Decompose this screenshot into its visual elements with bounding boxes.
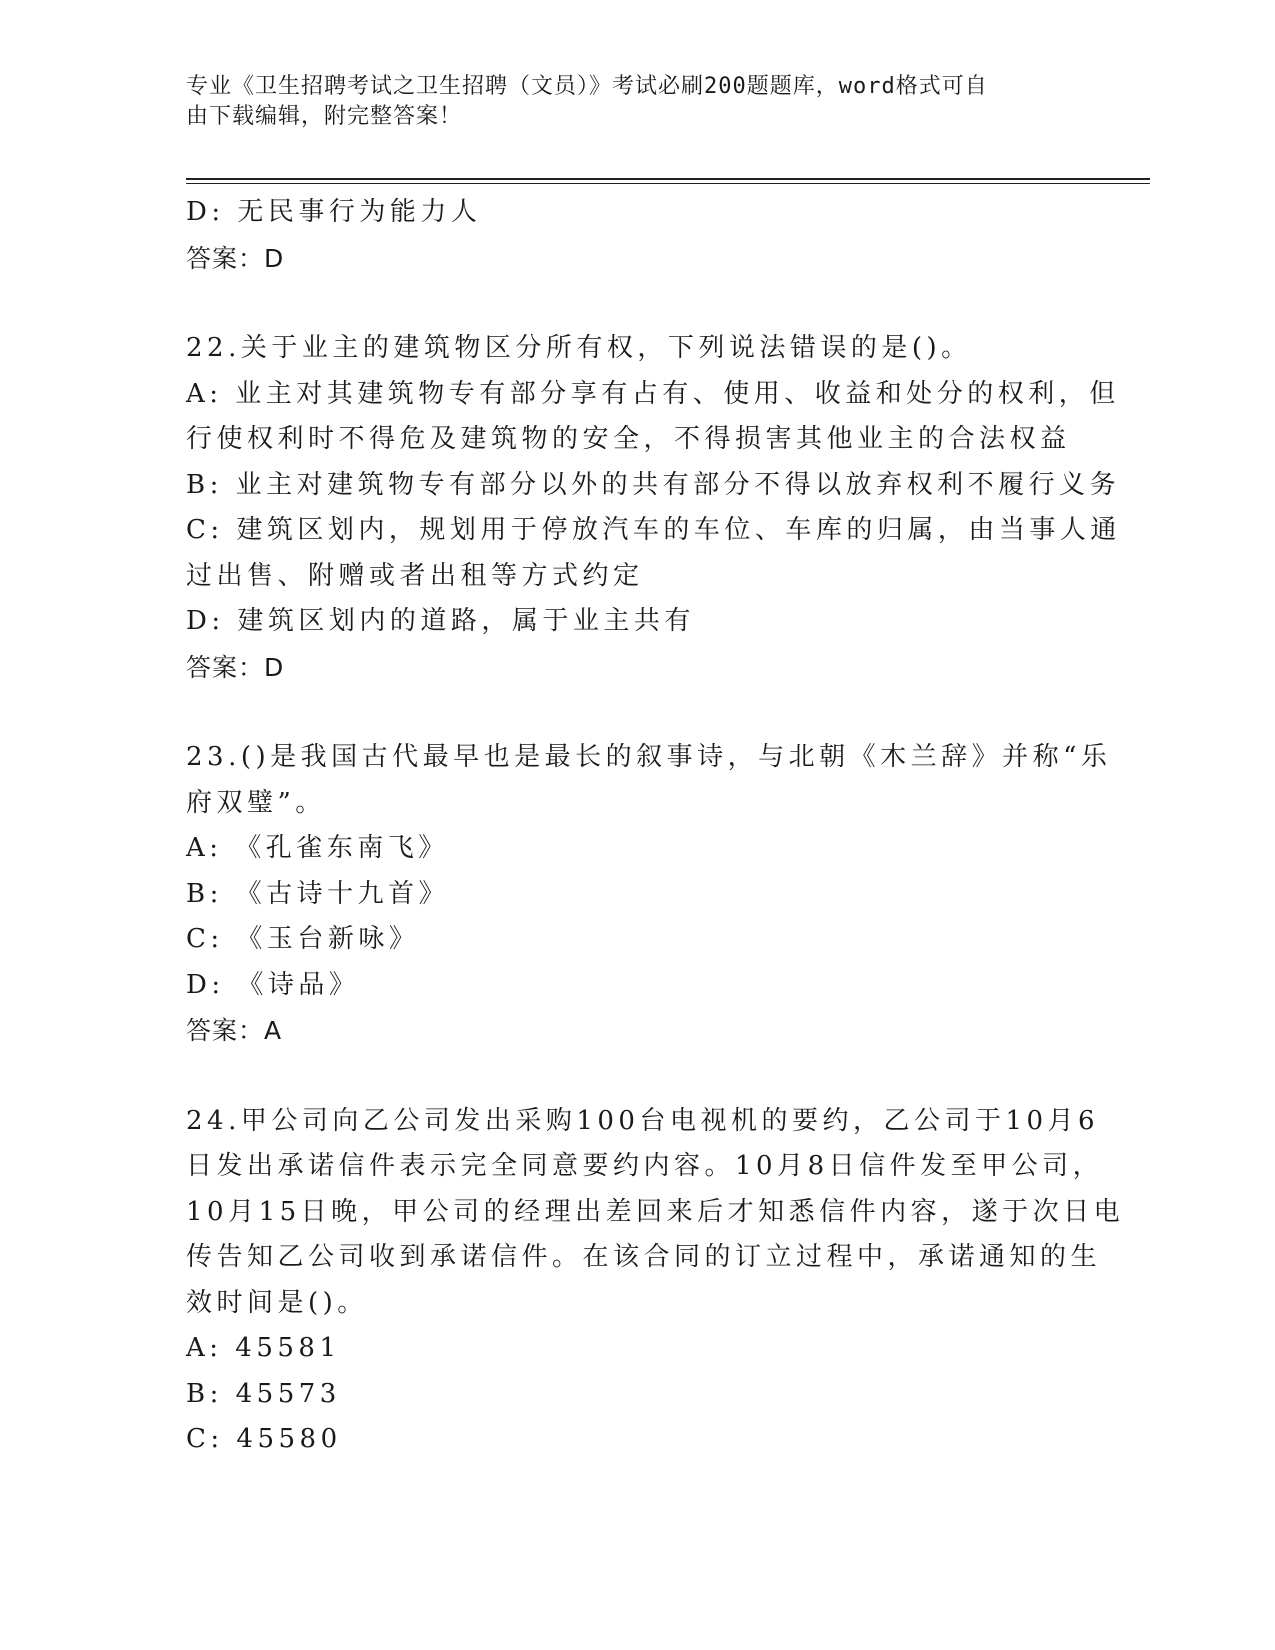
document-body xyxy=(186,190,1125,1463)
q24-option-c: C: 45580 xyxy=(186,1424,342,1454)
q23-option-c: C: 《玉台新咏》 xyxy=(186,924,420,954)
q22-option-c: C: 建筑区划内，规划用于停放汽车的车位、车库的归属，由当事人通 xyxy=(186,515,1121,545)
q22-stem: 22.关于业主的建筑物区分所有权，下列说法错误的是()。 xyxy=(186,333,972,363)
q24-stem: 24.甲公司向乙公司发出采购100台电视机的要约，乙公司于10月6 xyxy=(186,1105,1100,1136)
q22-option-c-cont: 过出售、附赠或者出租等方式约定 xyxy=(186,560,644,591)
question-gap xyxy=(186,690,1066,735)
q22-option-d: D: 建筑区划内的道路，属于业主共有 xyxy=(186,606,695,636)
question-gap xyxy=(186,281,1066,326)
q22-option-b: B: 业主对建筑物专有部分以外的共有部分不得以放弃权利不履行义务 xyxy=(186,469,1121,500)
header-rule-thin xyxy=(186,183,1150,184)
q21-answer: 答案：D xyxy=(186,243,285,273)
q23-stem: 23.()是我国古代最早也是最长的叙事诗，与北朝《木兰辞》并称“乐 xyxy=(186,742,1112,772)
header-line-1: 专业《卫生招聘考试之卫生招聘（文员）》考试必刷200题题库，word格式可自 xyxy=(186,74,988,99)
q24-stem-cont-2: 10月15日晚，甲公司的经理出差回来后才知悉信件内容，遂于次日电 xyxy=(186,1196,1125,1227)
q21-option-d: D: 无民事行为能力人 xyxy=(186,197,482,227)
q24-option-b: B: 45573 xyxy=(186,1378,341,1409)
q22-option-a: A: 业主对其建筑物专有部分享有占有、使用、收益和处分的权利，但 xyxy=(186,378,1120,409)
page-header xyxy=(186,72,1066,132)
q24-option-a: A: 45581 xyxy=(186,1333,341,1363)
question-gap xyxy=(186,1054,1066,1099)
q22-option-a-cont: 行使权利时不得危及建筑物的安全，不得损害其他业主的合法权益 xyxy=(186,424,1071,454)
q23-option-a: A: 《孔雀东南飞》 xyxy=(186,833,449,863)
q24-stem-cont-1: 日发出承诺信件表示完全同意要约内容。10月8日信件发至甲公司， xyxy=(186,1151,1104,1181)
header-rule-thick xyxy=(186,178,1150,180)
q23-answer: 答案：A xyxy=(186,1016,283,1045)
q23-option-d: D: 《诗品》 xyxy=(186,969,360,1000)
q23-option-b: B: 《古诗十九首》 xyxy=(186,878,450,909)
q23-stem-cont: 府双璧”。 xyxy=(186,787,326,818)
header-line-2: 由下载编辑，附完整答案！ xyxy=(186,104,463,129)
q24-stem-cont-4: 效时间是()。 xyxy=(186,1287,368,1318)
q24-stem-cont-3: 传告知乙公司收到承诺信件。在该合同的订立过程中，承诺通知的生 xyxy=(186,1242,1102,1272)
q22-answer: 答案：D xyxy=(186,652,285,682)
